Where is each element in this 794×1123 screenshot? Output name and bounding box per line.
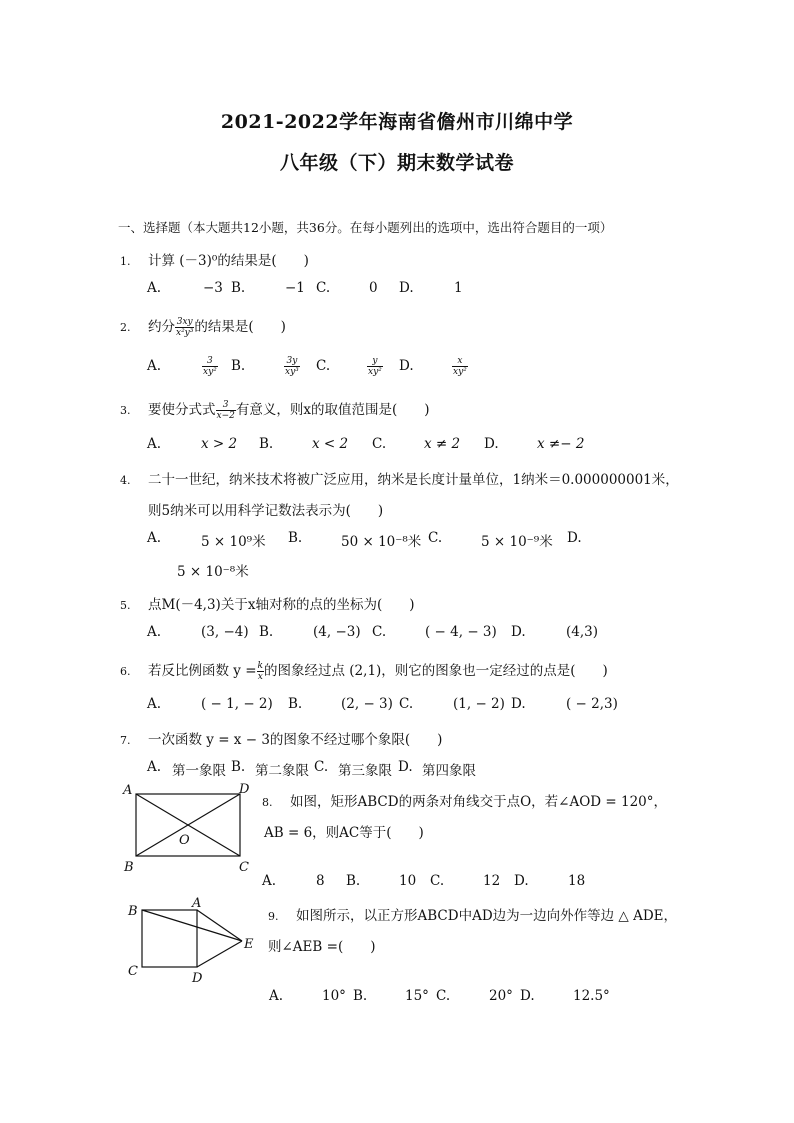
section-heading: 一、选择题（本大题共12小题，共36分。在每小题列出的选项中，选出符合题目的一项） — [118, 220, 613, 235]
question-4-line2: 则5纳米可以用科学记数法表示为( ) — [148, 503, 384, 519]
fraction: $\frac{k}{x}$ — [257, 661, 263, 682]
option-fraction: $\frac{3y}{\text{xy³}}$ — [285, 356, 299, 377]
label-c: C — [128, 964, 138, 979]
question-5: 5. 点M(－4,3)关于x轴对称的点的坐标为( ) — [120, 597, 415, 613]
label-d: D — [192, 971, 203, 986]
question-3: 3. 要使分式式 $\frac{3}{x-2}$ 有意义，则x的取值范围是( ) — [120, 400, 430, 421]
question-4: 4. 二十一世纪，纳米技术将被广泛应用，纳米是长度计量单位，1纳米＝0.000000001米， — [120, 472, 679, 488]
label-a: A — [123, 783, 133, 798]
question-9: 9. 如图所示，以正方形ABCD中AD边为一边向外作等边 △ ADE， — [268, 908, 678, 924]
option-fraction: $\frac{x}{\text{xy²}}$ — [453, 356, 467, 377]
fraction: $\frac{3xy}{\text{x²y³}}$ — [176, 317, 194, 338]
question-2: 2. 约分 $\frac{3xy}{\text{x²y³}}$ 的结果是( ) — [120, 317, 286, 338]
label-e: E — [244, 937, 254, 952]
question-1: 1. 计算 (－3)⁰的结果是( ) — [120, 253, 309, 269]
segment-de — [197, 941, 242, 967]
exam-page: 2021-2022学年海南省儋州市川绵中学 八年级（下）期末数学试卷 一、选择题（本大题共12小题，共36分。在每小题列出的选项中，选出符合题目的一项） 1. 计算 (－3)⁰的结果是( ) A. −3 B. −1 C. 0 D. 1 2. 约分 $\frac{3xy}{\text{x²y³}}$ 的结果是( ) A. $\frac{3}{\text{xy²}}$ B. $\frac{3y}{\text{xy³}}$ C. $\frac{y}{\text{xy²}}$ D. $\frac{x}{\text{xy²}}$ 3. 要使分式式 $\frac{3}{x-2}$ 有意义，则x的取值范围是( ) A. x > 2 B. x < 2 C. x ≠ 2 D. x ≠− 2 4. 二十一世纪，纳米技术将被广泛应用，纳米是长度计量单位，1纳米＝0.000000001米， 则5纳米可以用科学记数法表示为( ) A. 5 × 10⁹米 B. 50 × 10⁻⁸米 C. 5 × 10⁻⁹米 D. 5 × 10⁻⁸米 5. 点M(－4,3)关于x轴对称的点的坐标为( ) A. (3, −4) B. (4, −3) C. ( − 4, − 3) D. (4,3) 6. 若反比例函数 y = $\frac{k}{x}$ 的图象经过点 (2,1)，则它的图象也一定经过的点是( ) A. ( − 1, − 2) B. (2, − 3) C. (1, − 2) D. ( − 2,3) 7. 一次函数 y = x − 3的图象不经过哪个象限( ) A. 第一象限 B. 第二象限 C. 第三象限 D. 第四象限 A D B C O 8. 如图，矩形ABCD的两条对角线交于点O，若∠AOD = 120°， AB = 6，则AC等于( ) A. 8 B. 10 C. 12 D. 18 B A E C D 9. 如图所示，以正方形ABCD中AD边为一边向外作等边 △ ADE， 则∠AEB =( ) A. 10° B. 15° C. 20° D. 12.5° — [0, 0, 794, 1123]
exam-title-line1: 2021-2022学年海南省儋州市川绵中学 — [220, 111, 574, 133]
label-o: O — [179, 833, 190, 848]
fraction: $\frac{3}{x-2}$ — [216, 400, 235, 421]
label-b: B — [128, 904, 138, 919]
question-8: 8. 如图，矩形ABCD的两条对角线交于点O，若∠AOD = 120°， — [262, 794, 668, 810]
option-fraction: $\frac{y}{\text{xy²}}$ — [368, 356, 382, 377]
label-a: A — [192, 896, 202, 911]
rectangle-figure — [118, 780, 258, 878]
exam-title-line2: 八年级（下）期末数学试卷 — [279, 152, 514, 174]
label-c: C — [239, 860, 249, 875]
question-7: 7. 一次函数 y = x − 3的图象不经过哪个象限( ) — [120, 732, 443, 748]
question-9-line2: 则∠AEB =( ) — [268, 939, 376, 955]
segment-ae — [197, 910, 242, 941]
question-8-line2: AB = 6，则AC等于( ) — [264, 825, 424, 841]
segment-be — [142, 910, 242, 941]
label-d: D — [239, 782, 250, 797]
option-fraction: $\frac{3}{\text{xy²}}$ — [203, 356, 217, 377]
question-6: 6. 若反比例函数 y = $\frac{k}{x}$ 的图象经过点 (2,1)，则它的图象也一定经过的点是( ) — [120, 661, 608, 682]
square-triangle-figure — [118, 893, 263, 988]
label-b: B — [124, 860, 134, 875]
